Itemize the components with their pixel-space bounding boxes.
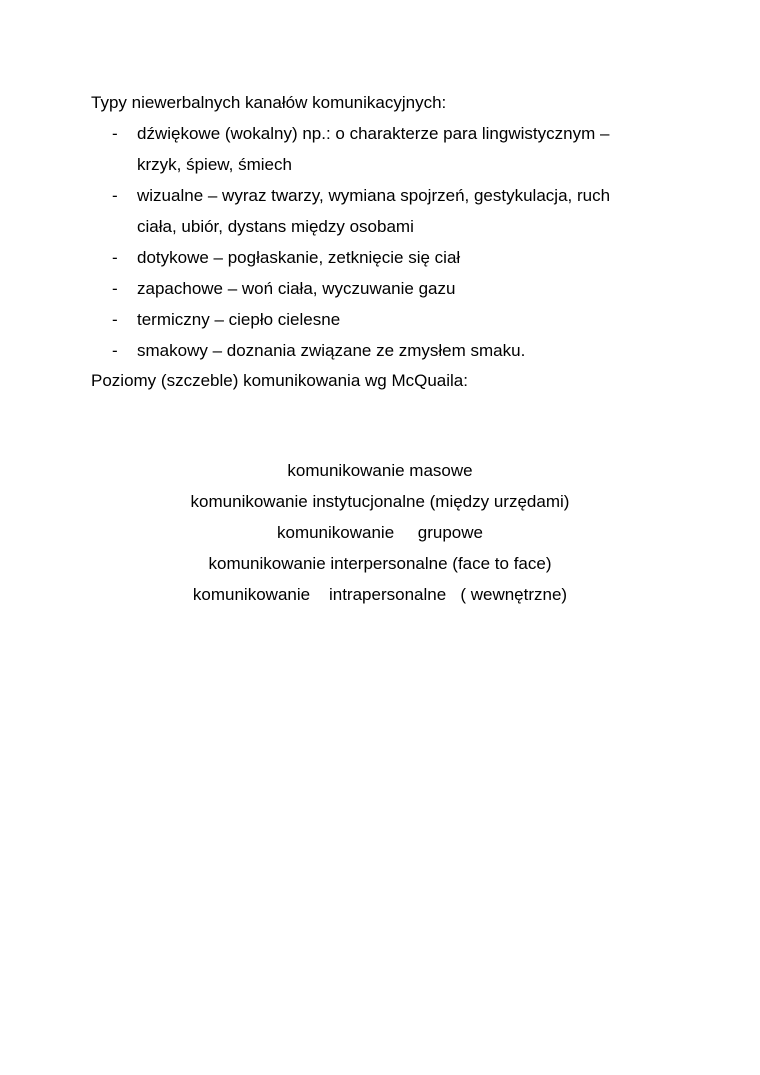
list-item xyxy=(0,304,760,335)
list-item-text: dźwiękowe (wokalny) np.: o charakterze para lingwistycznym – krzyk, śpiew, śmiech xyxy=(137,124,610,174)
list-dash: - xyxy=(112,124,118,143)
list-item xyxy=(0,180,760,242)
list-dash: - xyxy=(112,248,118,267)
list-item xyxy=(0,242,760,273)
list-item-text: zapachowe – woń ciała, wyczuwanie gazu xyxy=(137,279,456,298)
list-item xyxy=(0,273,760,304)
list-dash: - xyxy=(112,279,118,298)
list-item xyxy=(0,335,760,366)
list-item-text: termiczny – ciepło cielesne xyxy=(137,310,341,329)
list-item-text: dotykowe – pogłaskanie, zetknięcie się ciał xyxy=(137,248,461,267)
list-dash: - xyxy=(112,310,118,329)
channels-list xyxy=(0,118,760,366)
level-intrapersonal: komunikowanie intrapersonalne ( wewnętrzne) xyxy=(192,585,568,604)
level-mass: komunikowanie masowe xyxy=(287,461,473,480)
level-group: komunikowanie grupowe xyxy=(276,523,483,542)
list-dash: - xyxy=(112,341,118,360)
level-interpersonal: komunikowanie interpersonalne (face to face) xyxy=(208,554,552,573)
levels-heading: Poziomy (szczeble) komunikowania wg McQuaila: xyxy=(91,371,468,390)
channels-heading: Typy niewerbalnych kanałów komunikacyjnych: xyxy=(91,93,447,112)
list-dash: - xyxy=(112,186,118,205)
levels-list xyxy=(0,455,760,610)
list-item-text: wizualne – wyraz twarzy, wymiana spojrzeń, gestykulacja, ruch ciała, ubiór, dystans między osobami xyxy=(137,186,611,236)
level-institutional: komunikowanie instytucjonalne (między urzędami) xyxy=(190,492,570,511)
list-item-text: smakowy – doznania związane ze zmysłem smaku. xyxy=(137,341,526,360)
list-item xyxy=(0,118,760,180)
